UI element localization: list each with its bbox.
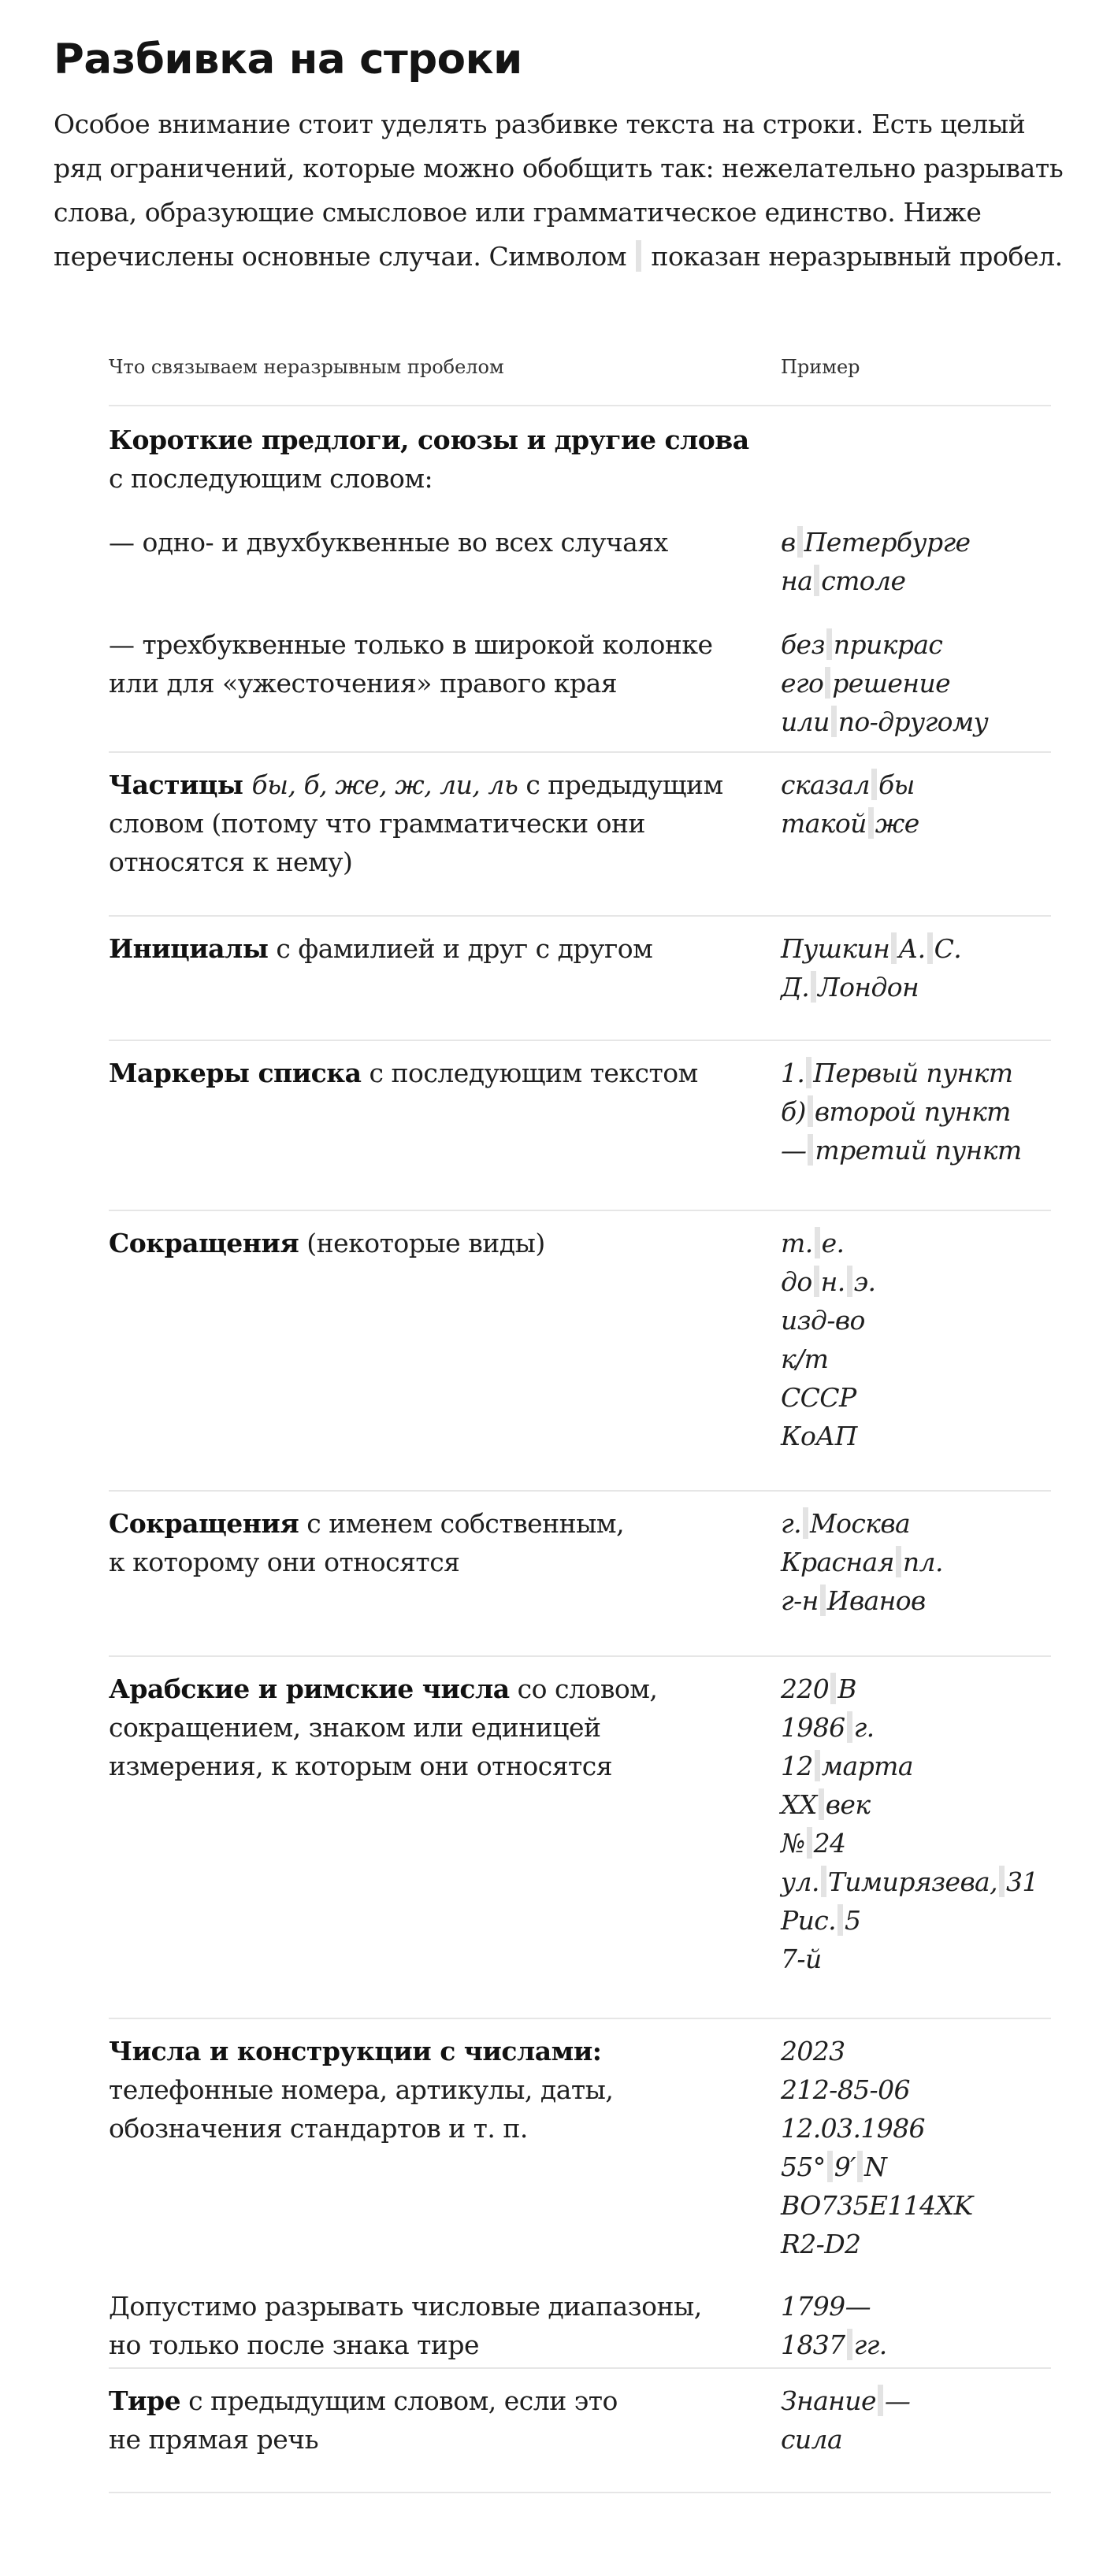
description-text: Частицы: [109, 769, 252, 800]
example-token: 12: [781, 1751, 813, 1781]
example-token: на: [781, 565, 813, 596]
nbsp-marker: [819, 1788, 824, 1820]
description-text: или для «ужесточения» правого края: [109, 668, 618, 699]
example-token: же: [875, 808, 919, 839]
description-text: не прямая речь: [109, 2424, 319, 2455]
description-text: Тире: [109, 2385, 181, 2416]
example-token: изд-во: [781, 1305, 865, 1336]
description-line: [109, 1543, 763, 1581]
rule-description: [109, 523, 763, 562]
description-line: [109, 2287, 763, 2326]
rule-example: [781, 1504, 1051, 1620]
example-line: [781, 1543, 1051, 1581]
nbsp-marker: [827, 2151, 833, 2182]
description-line: [109, 2070, 763, 2109]
nbsp-marker: [815, 1750, 820, 1781]
description-text: Допустимо разрывать числовые диапазоны,: [109, 2291, 702, 2322]
nbsp-marker: [868, 807, 874, 839]
description-text: с именем собственным,: [299, 1508, 625, 1539]
rule-description: [109, 1670, 763, 1785]
example-token: т.: [781, 1228, 813, 1258]
example-line: [781, 2148, 1051, 2186]
example-token: г.: [781, 1508, 801, 1539]
nbsp-marker: [815, 1227, 820, 1258]
example-token: 220: [781, 1673, 830, 1704]
example-token: решение: [832, 668, 951, 699]
example-line: [781, 804, 1051, 843]
table-row: [109, 1040, 1051, 1211]
example-token: 55°: [781, 2152, 826, 2182]
rule-example: [781, 1054, 1051, 1169]
nbsp-marker: [830, 1673, 836, 1704]
description-text: Арабские и римские числа: [109, 1673, 510, 1704]
example-token: Красная: [781, 1547, 894, 1577]
example-token: BO735E114XK: [781, 2190, 973, 2221]
rule-description: [109, 1504, 763, 1581]
example-line: [781, 1785, 1051, 1824]
nbsp-marker: [927, 932, 933, 964]
rule-description: [109, 929, 763, 968]
description-line: [109, 625, 763, 664]
example-token: прикрас: [833, 629, 943, 660]
nbsp-marker: [803, 1507, 808, 1539]
example-line: [781, 2381, 1051, 2420]
example-token: 31: [1006, 1866, 1038, 1897]
rule-example: [781, 523, 1051, 600]
description-text: с предыдущим: [518, 769, 723, 800]
nbsp-marker: [636, 240, 641, 272]
example-token: XX: [781, 1789, 817, 1820]
description-text: но только после знака тире: [109, 2330, 480, 2360]
description-text: (некоторые виды): [299, 1228, 545, 1258]
example-token: до: [781, 1266, 812, 1297]
description-text: с последующим словом:: [109, 463, 433, 494]
example-line: [781, 1940, 1051, 1978]
nbsp-marker: [807, 1827, 812, 1859]
description-text: Маркеры списка: [109, 1058, 362, 1088]
description-line: [109, 1708, 763, 1747]
example-line: [781, 2070, 1051, 2109]
example-line: [781, 1378, 1051, 1417]
example-line: [781, 1708, 1051, 1747]
example-token: Петербурге: [804, 527, 971, 558]
table-row: [109, 915, 1051, 1041]
rule-description: [109, 1054, 763, 1092]
example-token: по-другому: [837, 706, 989, 737]
example-token: А.: [898, 933, 926, 964]
description-text: измерения, к которым они относятся: [109, 1751, 613, 1781]
description-text: Числа и конструкции с числами:: [109, 2036, 602, 2066]
page-title: Разбивка на строки: [54, 35, 522, 83]
description-line: [109, 765, 763, 804]
description-line: [109, 1670, 763, 1708]
table-row: [109, 1210, 1051, 1492]
table-row: [109, 2367, 1051, 2493]
example-line: [781, 1131, 1051, 1169]
rule-example: [781, 2287, 1051, 2364]
example-token: сила: [781, 2424, 843, 2455]
example-line: [781, 1901, 1051, 1940]
example-token: Тимирязева,: [827, 1866, 998, 1897]
nbsp-marker: [891, 932, 897, 964]
example-token: СССР: [781, 1382, 856, 1413]
rule-description: [109, 2381, 763, 2459]
example-line: [781, 1054, 1051, 1092]
example-token: 12.03.1986: [781, 2113, 925, 2144]
description-text: Короткие предлоги, союзы и другие слова: [109, 424, 749, 455]
description-text: к которому они относятся: [109, 1547, 460, 1577]
nbsp-marker: [826, 628, 832, 660]
column-header-example: Пример: [781, 356, 860, 378]
example-token: 2023: [781, 2036, 845, 2066]
nbsp-marker: [847, 1266, 852, 1297]
table-header: [109, 339, 1051, 406]
example-line: [781, 1340, 1051, 1378]
example-token: столе: [821, 565, 906, 596]
example-token: 1.: [781, 1058, 805, 1088]
rule-description: [109, 625, 763, 702]
example-token: 5: [845, 1905, 861, 1936]
rule-description: [109, 2287, 763, 2364]
example-line: [781, 664, 1051, 702]
description-text: с предыдущим словом, если это: [180, 2385, 618, 2416]
rule-description: [109, 421, 763, 498]
table-row: [109, 2273, 1051, 2369]
example-token: пл.: [902, 1547, 943, 1577]
example-line: [781, 562, 1051, 600]
example-token: г-н: [781, 1585, 819, 1616]
rule-example: [781, 2381, 1051, 2459]
example-token: его: [781, 668, 824, 699]
intro-text: перечислены основные случаи. Символом: [54, 241, 635, 272]
table-row: [109, 611, 1051, 753]
example-token: 1837: [781, 2330, 845, 2360]
example-token: бы: [878, 769, 915, 800]
description-line: [109, 664, 763, 702]
nbsp-marker: [837, 1904, 843, 1936]
description-line: [109, 2381, 763, 2420]
description-line: [109, 2420, 763, 2459]
example-token: в: [781, 527, 796, 558]
example-token: 9′: [834, 2152, 856, 2182]
example-token: ул.: [781, 1866, 819, 1897]
example-token: Знание: [781, 2385, 876, 2416]
example-line: [781, 1670, 1051, 1708]
example-token: второй пункт: [814, 1096, 1011, 1127]
example-line: [781, 968, 1051, 1006]
example-token: такой: [781, 808, 867, 839]
example-token: марта: [821, 1751, 913, 1781]
intro-line: [54, 235, 1062, 279]
example-token: 24: [813, 1828, 846, 1859]
rule-description: [109, 765, 763, 881]
description-text: — трехбуквенные только в широкой колонке: [109, 629, 713, 660]
example-token: сказал: [781, 769, 870, 800]
example-token: 1986: [781, 1712, 845, 1743]
example-line: [781, 1092, 1051, 1131]
example-token: б): [781, 1096, 806, 1127]
example-token: третий пункт: [815, 1135, 1022, 1166]
nbsp-marker: [857, 2151, 863, 2182]
nbsp-marker: [808, 1134, 813, 1166]
table-row: [109, 2018, 1051, 2273]
nbsp-marker: [999, 1866, 1005, 1897]
example-line: [781, 2420, 1051, 2459]
rule-description: [109, 1224, 763, 1262]
example-token: 1799—: [781, 2291, 871, 2322]
nbsp-marker: [808, 1095, 813, 1127]
description-line: [109, 1054, 763, 1092]
example-line: [781, 523, 1051, 562]
example-token: 212-85-06: [781, 2074, 910, 2105]
example-token: Рис.: [781, 1905, 837, 1936]
description-line: [109, 2109, 763, 2148]
description-line: [109, 459, 763, 498]
example-line: [781, 1417, 1051, 1455]
example-line: [781, 2287, 1051, 2326]
intro-line: Особое внимание стоит уделять разбивке текста на строки. Есть целый: [54, 109, 1026, 139]
example-line: [781, 929, 1051, 968]
example-token: Лондон: [818, 972, 919, 1003]
example-token: к/т: [781, 1344, 829, 1374]
nbsp-marker: [806, 1057, 811, 1088]
description-line: [109, 843, 763, 881]
rule-example: [781, 1670, 1051, 1978]
example-token: гг.: [853, 2330, 887, 2360]
nbsp-marker: [814, 565, 819, 596]
example-line: [781, 2225, 1051, 2263]
rule-example: [781, 1224, 1051, 1455]
intro-paragraph: [54, 102, 1062, 279]
table-body: [109, 406, 1051, 2533]
nbsp-rules-table: [109, 339, 1051, 2533]
description-text: Сокращения: [109, 1228, 299, 1258]
description-text: с фамилией и друг с другом: [268, 933, 653, 964]
example-token: или: [781, 706, 830, 737]
example-line: [781, 1824, 1051, 1863]
example-token: век: [825, 1789, 871, 1820]
example-line: [781, 1863, 1051, 1901]
intro-line: ряд ограничений, которые можно обобщить так: нежелательно разрывать: [54, 153, 1064, 183]
nbsp-marker: [821, 1866, 826, 1897]
example-token: R2-D2: [781, 2229, 861, 2259]
nbsp-marker: [820, 1585, 826, 1616]
description-line: [109, 421, 763, 459]
description-text: со словом,: [509, 1673, 658, 1704]
nbsp-marker: [797, 526, 803, 558]
nbsp-marker: [825, 667, 830, 699]
nbsp-marker: [878, 2385, 883, 2416]
example-line: [781, 1301, 1051, 1340]
column-header-what: Что связываем неразрывным пробелом: [109, 356, 504, 378]
example-line: [781, 1747, 1051, 1785]
description-text: с последующим текстом: [361, 1058, 698, 1088]
example-line: [781, 1581, 1051, 1620]
description-text: — одно- и двухбуквенные во всех случаях: [109, 527, 668, 558]
example-line: [781, 1262, 1051, 1301]
rule-example: [781, 2032, 1051, 2263]
description-text: телефонные номера, артикулы, даты,: [109, 2074, 614, 2105]
description-line: [109, 523, 763, 562]
rule-example: [781, 625, 1051, 741]
nbsp-marker: [811, 971, 816, 1003]
example-token: Москва: [809, 1508, 911, 1539]
intro-line: слова, образующие смысловое или грамматическое единство. Ниже: [54, 197, 982, 228]
description-line: [109, 1224, 763, 1262]
description-text: словом (потому что грамматически они: [109, 808, 645, 839]
description-line: [109, 2032, 763, 2070]
example-token: Первый пункт: [813, 1058, 1013, 1088]
intro-text: показан неразрывный пробел.: [643, 241, 1063, 272]
rule-description: [109, 2032, 763, 2148]
example-token: N: [864, 2152, 887, 2182]
example-line: [781, 2326, 1051, 2364]
example-line: [781, 1224, 1051, 1262]
example-line: [781, 1504, 1051, 1543]
nbsp-marker: [831, 706, 837, 737]
example-line: [781, 2109, 1051, 2148]
example-token: 7-й: [781, 1944, 822, 1974]
example-token: С.: [934, 933, 962, 964]
description-text: относятся к нему): [109, 847, 353, 877]
example-token: В: [837, 1673, 856, 1704]
example-token: —: [781, 1135, 807, 1166]
nbsp-marker: [847, 1711, 852, 1743]
example-token: №: [781, 1828, 805, 1859]
description-text: Инициалы: [109, 933, 269, 964]
nbsp-marker: [896, 1546, 901, 1577]
rule-example: [781, 929, 1051, 1006]
example-token: э.: [853, 1266, 876, 1297]
example-line: [781, 765, 1051, 804]
table-row: [109, 1655, 1051, 2019]
example-token: г.: [853, 1712, 875, 1743]
example-token: Пушкин: [781, 933, 890, 964]
nbsp-marker: [847, 2329, 852, 2360]
example-token: —: [884, 2385, 911, 2416]
table-row: [109, 509, 1051, 603]
example-line: [781, 702, 1051, 741]
example-line: [781, 2032, 1051, 2070]
nbsp-marker: [871, 769, 877, 800]
example-line: [781, 625, 1051, 664]
example-token: Иванов: [826, 1585, 926, 1616]
table-row: [109, 751, 1051, 917]
description-line: [109, 804, 763, 843]
example-token: без: [781, 629, 825, 660]
example-token: Д.: [781, 972, 810, 1003]
description-line: [109, 2326, 763, 2364]
description-text: бы, б, же, ж, ли, ль: [251, 769, 518, 800]
example-token: е.: [821, 1228, 845, 1258]
description-line: [109, 1747, 763, 1785]
description-line: [109, 929, 763, 968]
example-line: [781, 2186, 1051, 2225]
nbsp-marker: [814, 1266, 819, 1297]
description-text: сокращением, знаком или единицей: [109, 1712, 601, 1743]
example-token: КоАП: [781, 1421, 857, 1451]
example-token: н.: [820, 1266, 845, 1297]
description-line: [109, 1504, 763, 1543]
description-text: обозначения стандартов и т. п.: [109, 2113, 528, 2144]
description-text: Сокращения: [109, 1508, 299, 1539]
rule-example: [781, 765, 1051, 843]
table-row: [109, 1490, 1051, 1657]
